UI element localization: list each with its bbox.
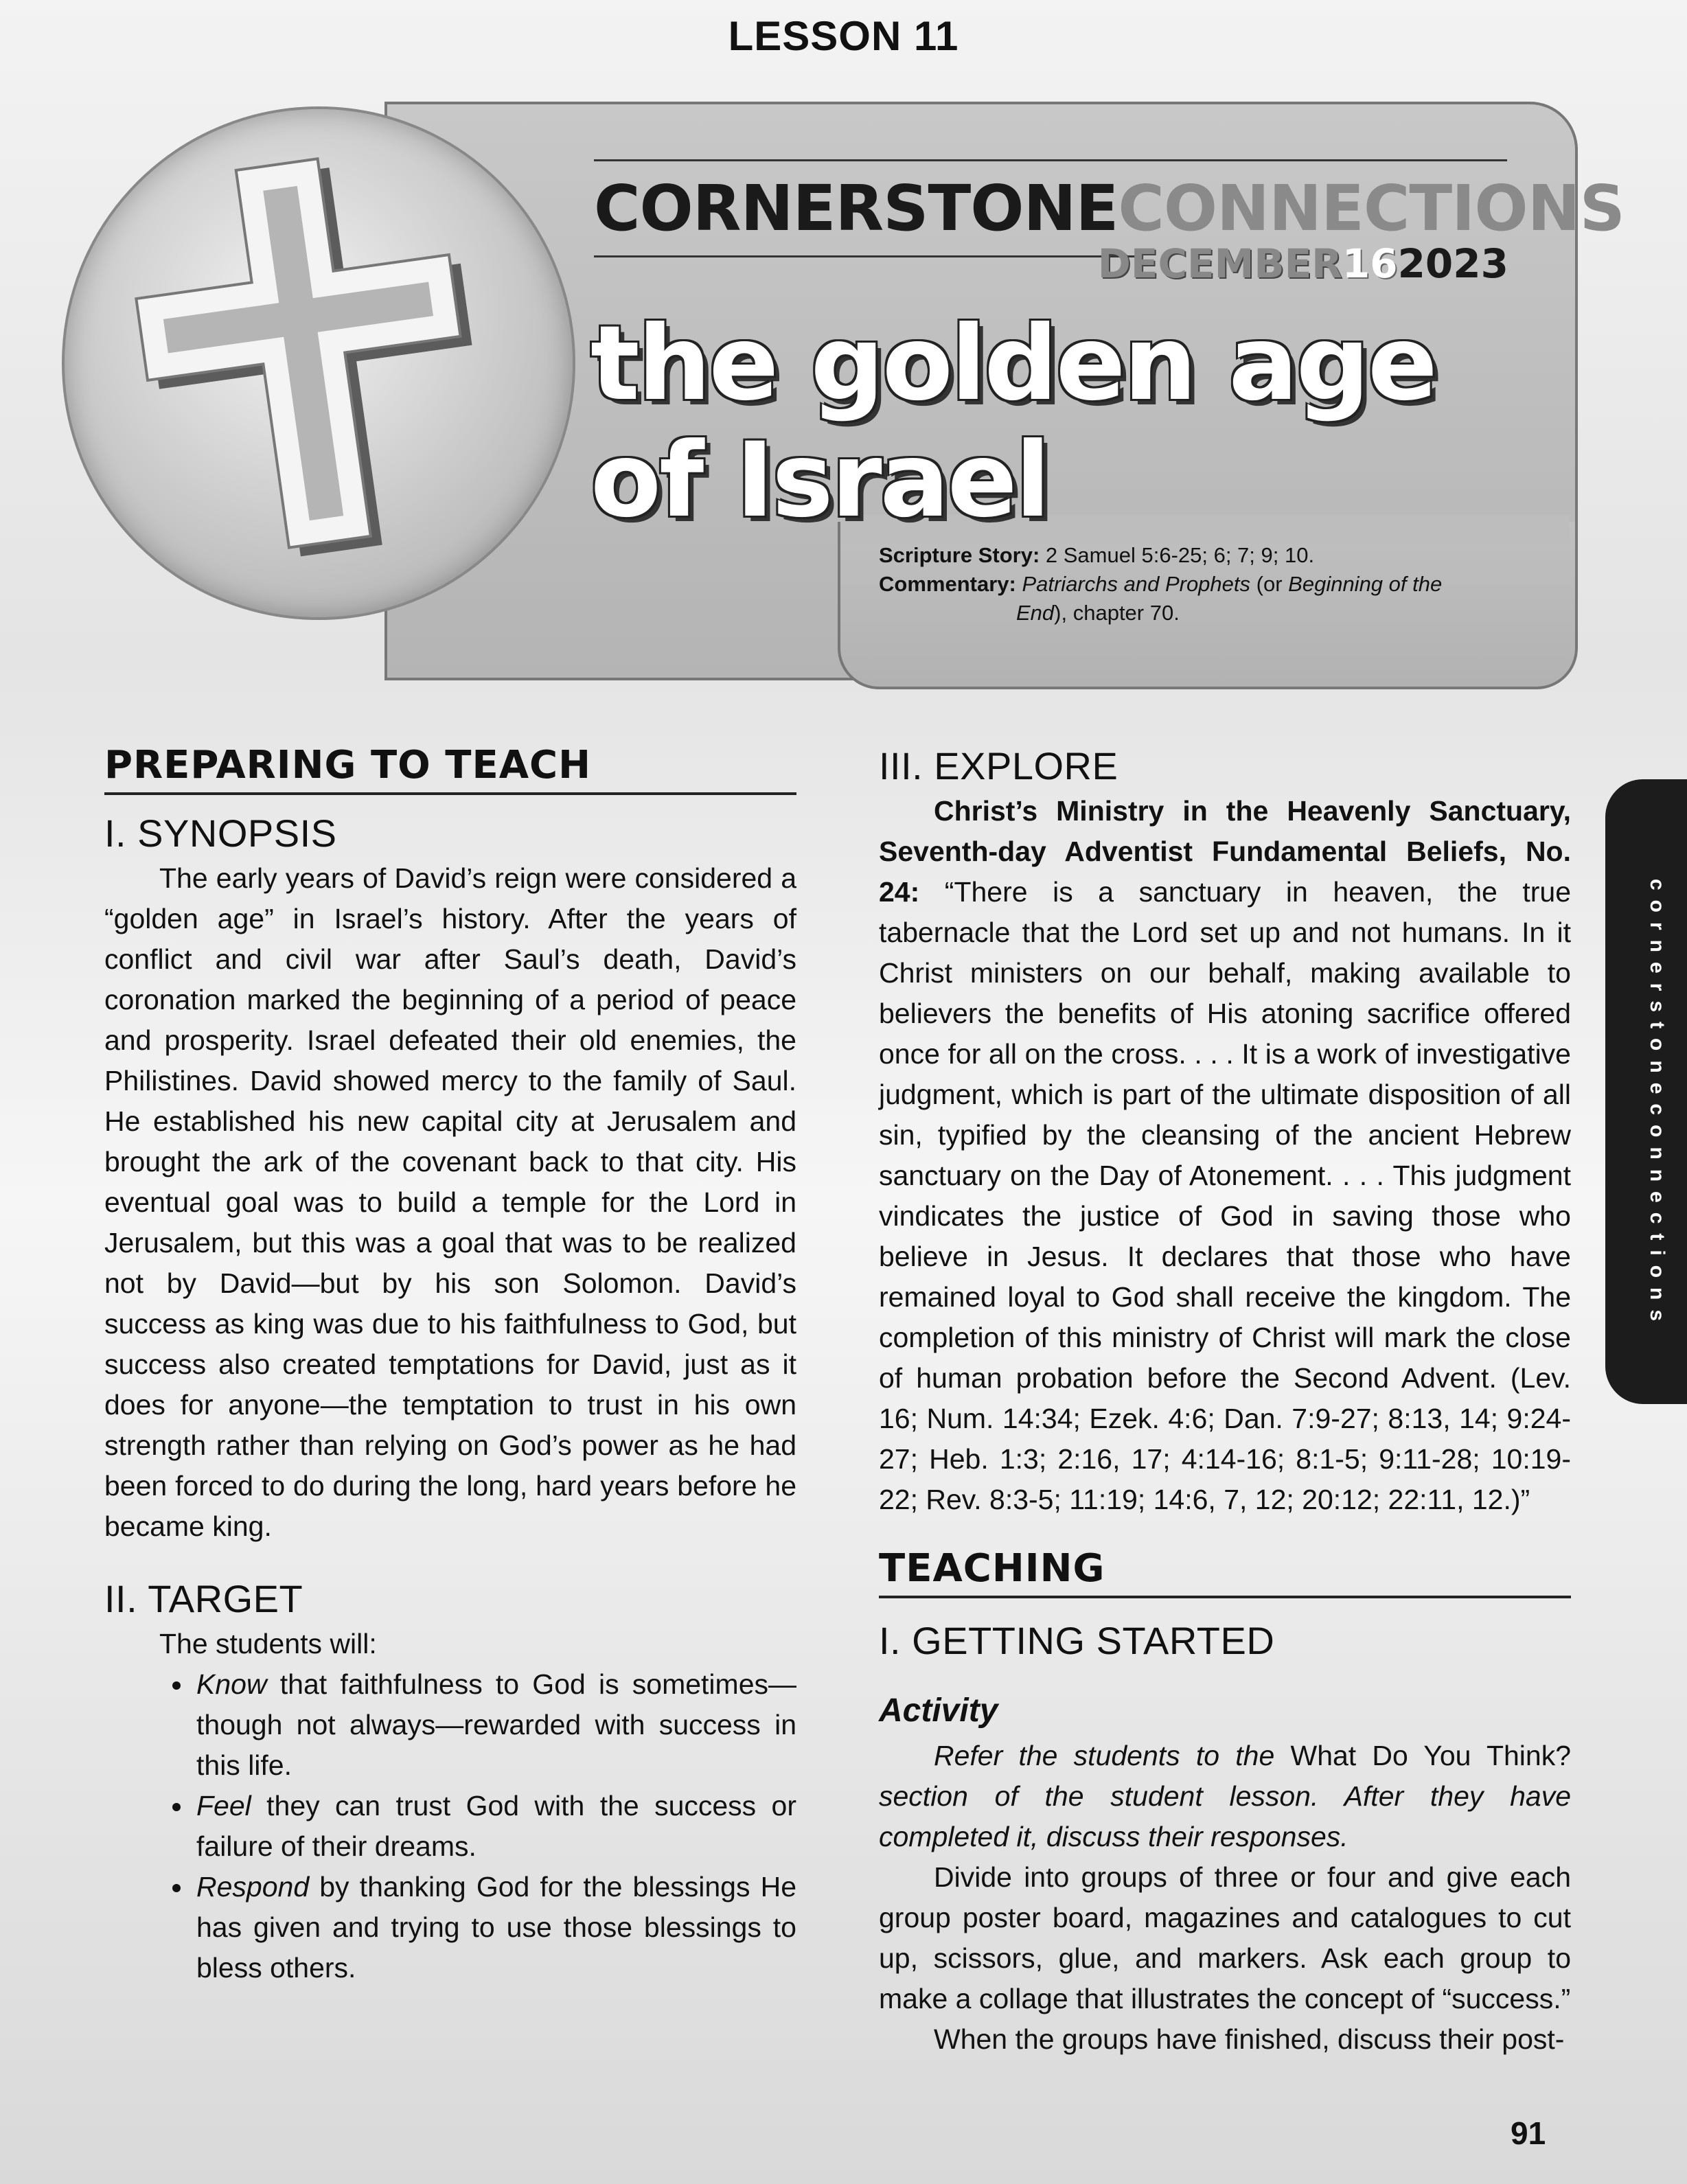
list-item: • Feel they can trust God with the success or failure of their dreams. xyxy=(194,1786,796,1867)
synopsis-heading: I. SYNOPSIS xyxy=(104,812,337,855)
scripture-references: Scripture Story: 2 Samuel 5:6-25; 6; 7; 9; 10. Commentary: Patriarchs and Prophets (or Beginning of the End), chapter 70. xyxy=(879,543,1443,625)
lesson-number: LESSON 11 xyxy=(728,13,959,59)
activity-text-continued: When the groups have finished, discuss their post- xyxy=(934,2023,1565,2055)
right-column xyxy=(879,742,1571,2060)
section-heading-teaching: TEACHING xyxy=(879,1545,1571,1598)
list-item: • Know that faithfulness to God is sometimes—though not always—rewarded with success in this life. xyxy=(194,1664,796,1786)
target-heading: II. TARGET xyxy=(104,1577,303,1620)
target-intro: The students will: xyxy=(159,1628,377,1659)
getting-started-heading: I. GETTING STARTED xyxy=(879,1619,1275,1662)
banner-rule-bottom xyxy=(594,255,1143,257)
page-number: 91 xyxy=(1511,2115,1546,2151)
brand-logo: CORNERSTONECONNECTIONS xyxy=(594,172,1625,245)
list-item: • Respond by thanking God for the blessings He has given and trying to use those blessings to bless others. xyxy=(194,1867,796,1988)
explore-heading: III. EXPLORE xyxy=(879,744,1118,788)
activity-heading: Activity xyxy=(879,1692,998,1729)
target-list xyxy=(104,1664,796,1988)
cross-icon xyxy=(133,150,504,576)
lesson-date: DECEMBER162023 xyxy=(1097,240,1508,287)
banner-rule-top xyxy=(594,159,1507,161)
left-column xyxy=(104,742,796,1988)
explore-text: Christ’s Ministry in the Heavenly Sanctuary, Seventh-day Adventist Fundamental Beliefs, No. 24: “There is a sanctuary in heaven, the true tabernacle that the Lord set up and not humans. In it Christ ministers on our behalf, making available to believers the benefits of His atoning sacrifice offered once for all on the cross. . . . It is a work of investigative judgment, which is part of the ultimate disposition of all sin, typified by the cleansing of the ancient Hebrew sanctuary on the Day of Atonement. . . . This judgment vindicates the justice of God in saving those who believe in Jesus. It declares that those who have remained loyal to God shall receive the kingdom. The completion of this ministry of Christ will mark the close of human probation before the Second Advent. (Lev. 16; Num. 14:34; Ezek. 4:6; Dan. 7:9-27; 8:13, 14; 9:24-27; Heb. 1:3; 2:16, 17; 4:14-16; 8:1-5; 9:11-28; 10:19-22; Rev. 8:3-5; 11:19; 14:6, 7, 12; 20:12; 22:11, 12.)” xyxy=(879,795,1571,1515)
lesson-title: the golden age of Israel xyxy=(590,304,1436,540)
cross-medallion xyxy=(62,106,575,620)
side-tab-label: cornerstoneconnections xyxy=(1646,879,1668,1331)
activity-text: Divide into groups of three or four and give each group poster board, magazines and catalogues to cut up, scissors, glue, and markers. Ask each group to make a collage that illustrates the concept of “success.” xyxy=(879,1861,1571,2014)
section-heading-preparing: PREPARING TO TEACH xyxy=(104,742,796,795)
synopsis-text: The early years of David’s reign were considered a “golden age” in Israel’s history. After the years of conflict and civil war after Saul’s death, David’s coronation marked the beginning of a period of peace and prosperity. Israel defeated their old enemies, the Philistines. David showed mercy to the family of Saul. He established his new capital city at Jerusalem and brought the ark of the covenant back to that city. His eventual goal was to build a temple for the Lord in Jerusalem, but this was a goal that was to be realized not by David—but by his son Solomon. David’s success as king was due to his faithfulness to God, but success also created temptations for David, just as it does for anyone—the temptation to trust in his own strength rather than relying on God’s power as he had been forced to do during the long, hard years before he became king. xyxy=(104,862,796,1542)
activity-instructions: Refer the students to the What Do You Think? section of the student lesson. After they have completed it, discuss their responses. xyxy=(879,1740,1572,1852)
